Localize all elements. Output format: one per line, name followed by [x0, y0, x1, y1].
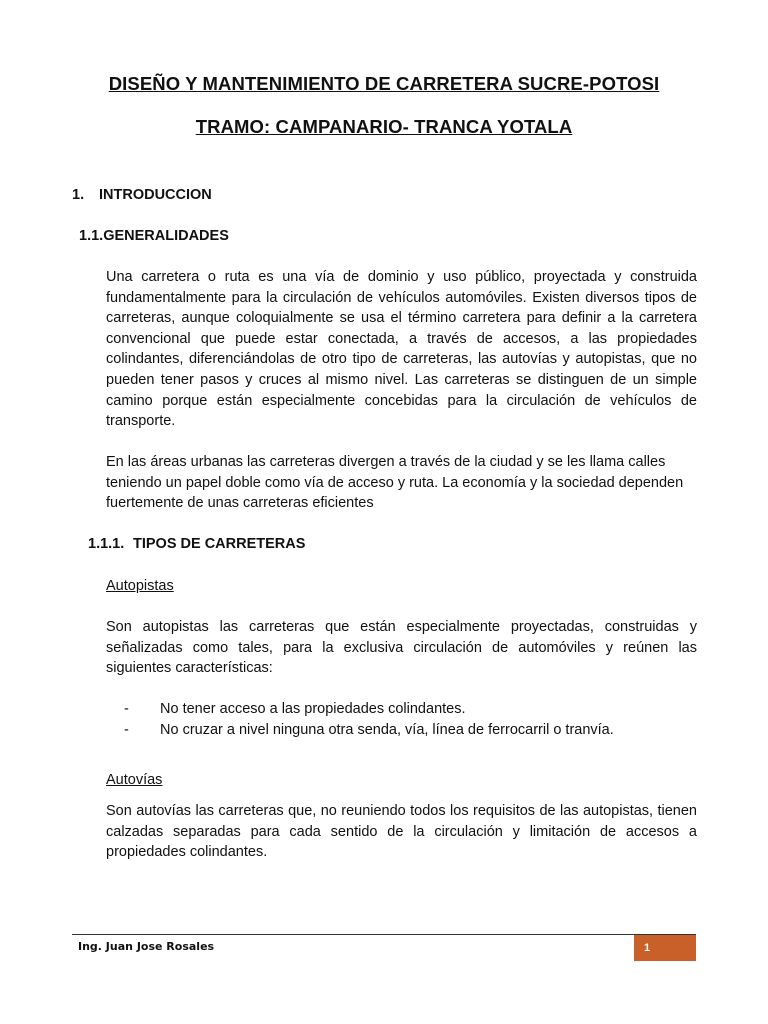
section-heading-generalidades [79, 228, 229, 244]
document-title: DISEÑO Y MANTENIMIENTO DE CARRETERA SUCRE-POTOSI [108, 73, 660, 94]
section-label: GENERALIDADES [103, 228, 229, 244]
paragraph-generalidades-2: En las áreas urbanas las carreteras divergen a través de la ciudad y se les llama calles teniendo un papel doble como vía de acceso y ruta. La economía y la sociedad dependen fuertemente de unas carreteras eficientes [106, 454, 684, 512]
paragraph-autopistas: Son autopistas las carreteras que están especialmente proyectadas, construidas y señalizadas como tales, para la exclusiva circulación de automóviles y reúnen las siguientes características: [106, 619, 697, 677]
footer-author: Ing. Juan Jose Rosales [78, 940, 215, 953]
section-label: TIPOS DE CARRETERAS [133, 536, 306, 552]
section-label: INTRODUCCION [99, 187, 212, 203]
section-number: 1.1.1. [88, 536, 125, 552]
section-heading-introduccion [72, 187, 212, 203]
document-subtitle: TRAMO: CAMPANARIO- TRANCA YOTALA [195, 116, 573, 137]
bullet-list [124, 699, 724, 740]
paragraph-autovias: Son autovías las carreteras que, no reuniendo todos los requisitos de las autopistas, tienen calzadas separadas para cada sentido de la circulación y limitación de accesos a propiedades colindantes. [106, 803, 697, 861]
list-item [124, 699, 724, 720]
bullet-text: No cruzar a nivel ninguna otra senda, vía, línea de ferrocarril o tranvía. [160, 721, 614, 738]
bullet-text: No tener acceso a las propiedades colindantes. [160, 701, 466, 717]
section-heading-tipos-de-carreteras [88, 536, 305, 552]
bullet-dash: - [124, 721, 129, 738]
bullet-dash: - [124, 701, 129, 717]
list-item [124, 720, 724, 741]
paragraph-generalidades-1: Una carretera o ruta es una vía de dominio y uso público, proyectada y construida fundamentalmente para la circulación de vehículos automóviles. Existen diversos tipos de carreteras, aunque coloquialmente se usa el término carretera para definir a la carretera convencional que puede estar conectada, a través de accesos, a las propiedades colindantes, diferenciándolas de otro tipo de carreteras, las autovías y autopistas, que no pueden tener pasos y cruces al mismo nivel. Las carreteras se distinguen de un simple camino porque están especialmente concebidas para la circulación de vehículos de transporte. [106, 269, 697, 430]
section-number: 1. [72, 187, 85, 203]
subheading-autopistas: Autopistas [106, 578, 174, 594]
subheading-autovias: Autovías [106, 772, 163, 788]
page-number-badge: 1 [634, 935, 696, 961]
footer-divider [72, 934, 696, 935]
section-number: 1.1. [79, 228, 104, 244]
